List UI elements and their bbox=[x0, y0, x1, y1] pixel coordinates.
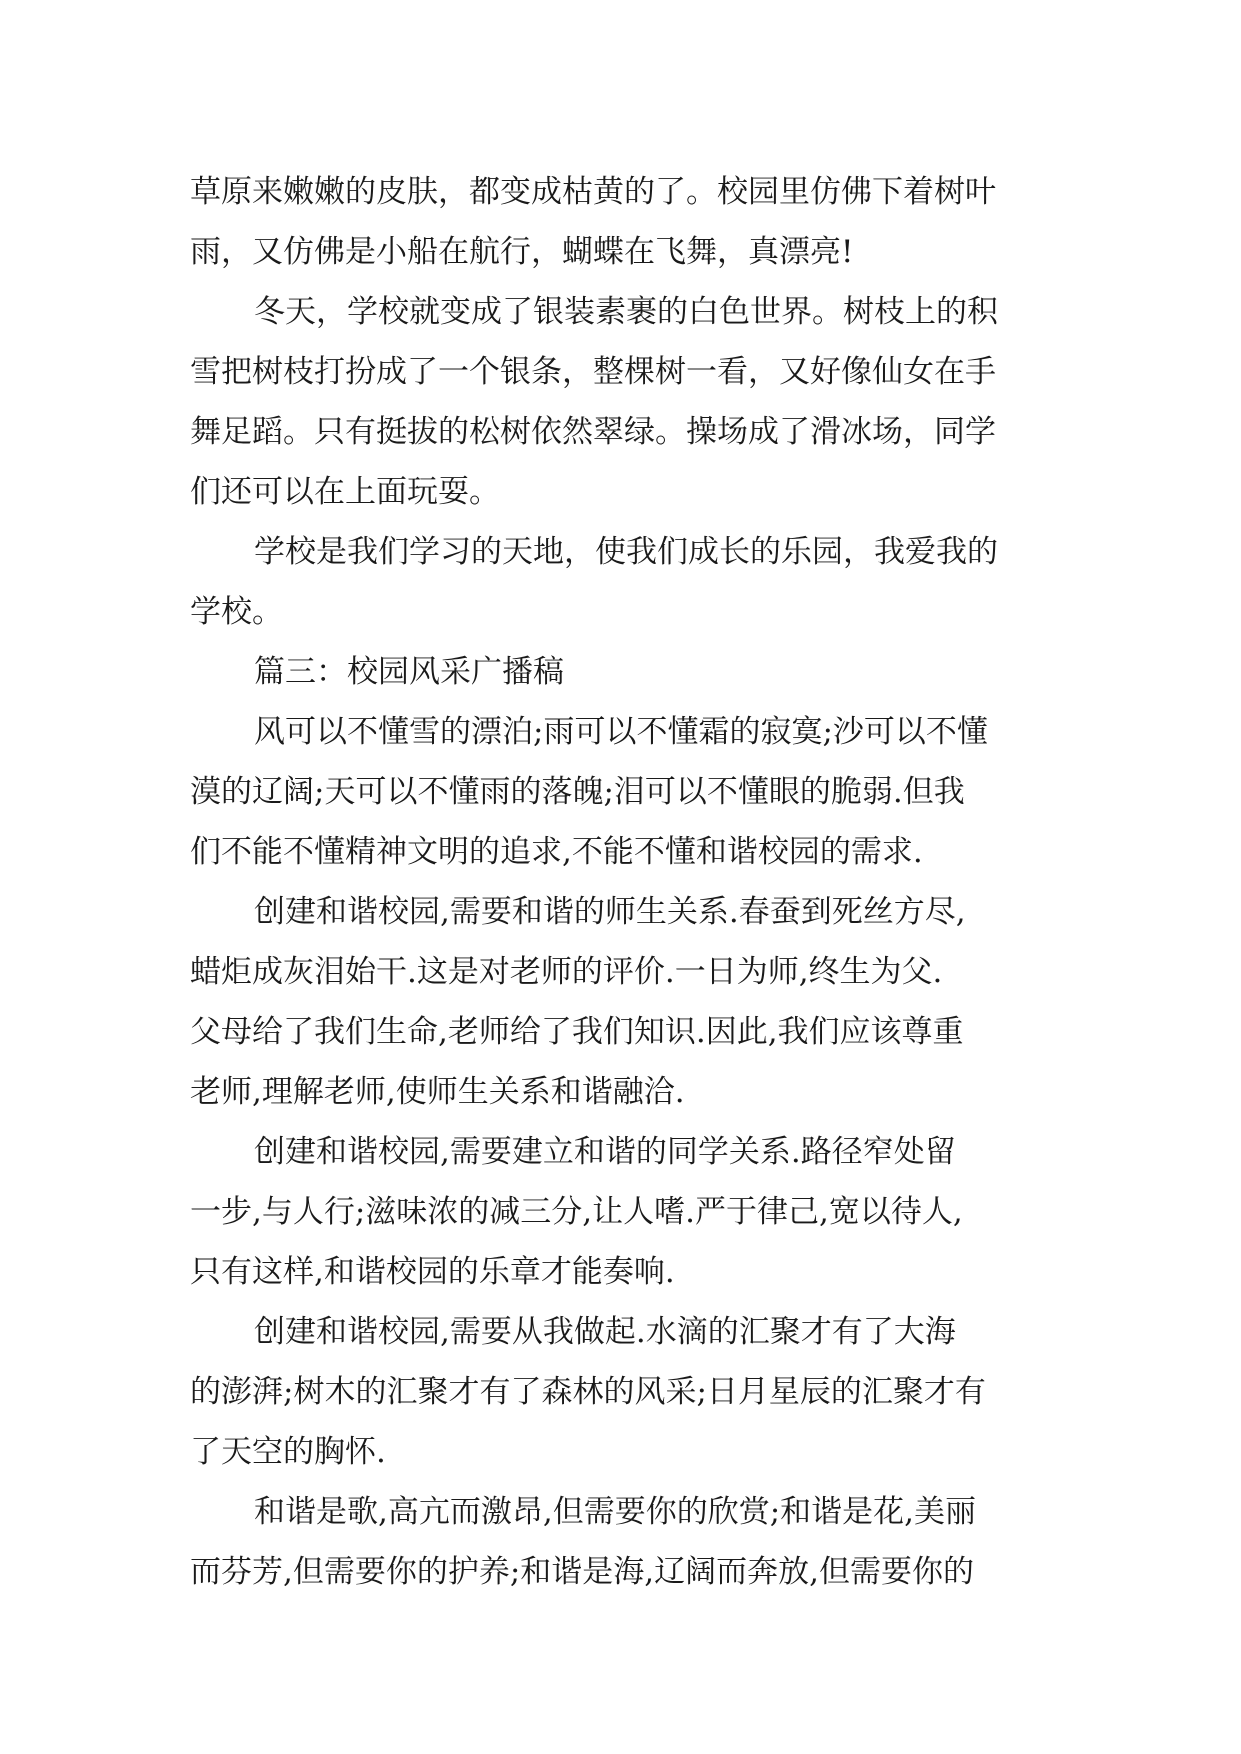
text-line: 了天空的胸怀. bbox=[190, 1434, 386, 1470]
text-line: 父母给了我们生命,老师给了我们知识.因此,我们应该尊重 bbox=[190, 1014, 964, 1050]
text-line: 学校。 bbox=[190, 594, 283, 630]
paragraph-start-line: 冬天，学校就变成了银装素裹的白色世界。树枝上的积 bbox=[254, 294, 998, 330]
section-heading: 篇三：校园风采广播稿 bbox=[254, 654, 564, 690]
text-line: 一步,与人行;滋味浓的减三分,让人嗜.严于律己,宽以待人, bbox=[190, 1194, 963, 1230]
paragraph-start-line: 学校是我们学习的天地，使我们成长的乐园，我爱我的 bbox=[254, 534, 998, 570]
text-line: 雨，又仿佛是小船在航行，蝴蝶在飞舞，真漂亮! bbox=[190, 234, 854, 270]
paragraph-start-line: 创建和谐校园,需要和谐的师生关系.春蚕到死丝方尽, bbox=[254, 894, 966, 930]
text-line: 老师,理解老师,使师生关系和谐融洽. bbox=[190, 1074, 685, 1110]
text-line: 只有这样,和谐校园的乐章才能奏响. bbox=[190, 1254, 675, 1290]
paragraph-start-line: 风可以不懂雪的漂泊;雨可以不懂霜的寂寞;沙可以不懂 bbox=[254, 714, 988, 750]
text-line: 漠的辽阔;天可以不懂雨的落魄;泪可以不懂眼的脆弱.但我 bbox=[190, 774, 965, 810]
paragraph-start-line: 创建和谐校园,需要建立和谐的同学关系.路径窄处留 bbox=[254, 1134, 956, 1170]
text-line: 而芬芳,但需要你的护养;和谐是海,辽阔而奔放,但需要你的 bbox=[190, 1554, 975, 1590]
text-line: 雪把树枝打扮成了一个银条，整棵树一看，又好像仙女在手 bbox=[190, 354, 996, 390]
text-line: 舞足蹈。只有挺拔的松树依然翠绿。操场成了滑冰场，同学 bbox=[190, 414, 996, 450]
paragraph-start-line: 和谐是歌,高亢而激昂,但需要你的欣赏;和谐是花,美丽 bbox=[254, 1494, 977, 1530]
document-body bbox=[190, 162, 1060, 1602]
text-line: 草原来嫩嫩的皮肤，都变成枯黄的了。校园里仿佛下着树叶 bbox=[190, 174, 996, 210]
text-line: 的澎湃;树木的汇聚才有了森林的风采;日月星辰的汇聚才有 bbox=[190, 1374, 986, 1410]
text-line: 蜡炬成灰泪始干.这是对老师的评价.一日为师,终生为父. bbox=[190, 954, 943, 990]
text-line: 们不能不懂精神文明的追求,不能不懂和谐校园的需求. bbox=[190, 834, 923, 870]
paragraph-start-line: 创建和谐校园,需要从我做起.水滴的汇聚才有了大海 bbox=[254, 1314, 956, 1350]
text-line: 们还可以在上面玩耍。 bbox=[190, 474, 500, 510]
